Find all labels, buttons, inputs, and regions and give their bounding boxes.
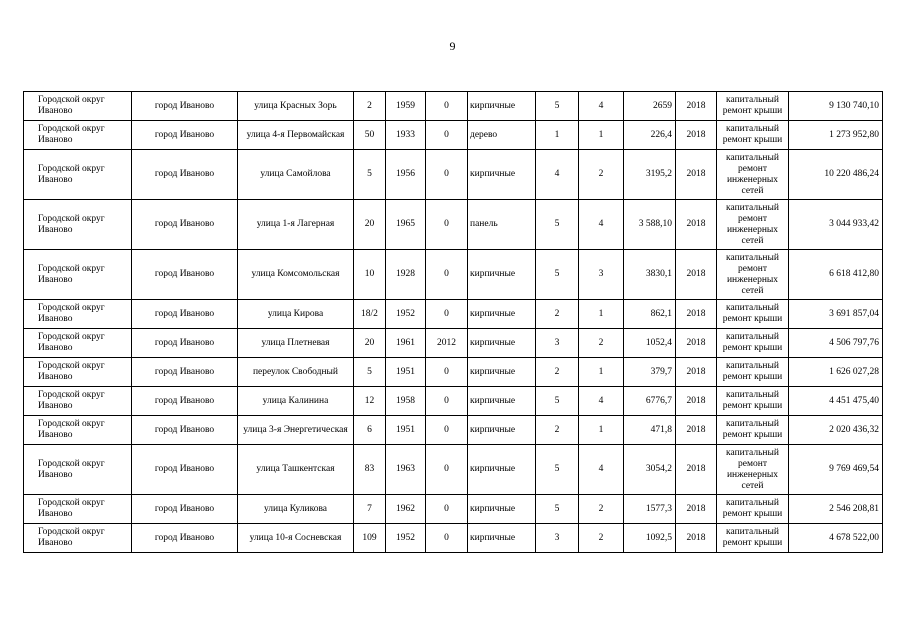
cell-work-type: капитальный ремонт инженерных сетей (717, 200, 789, 250)
cell-cost: 9 769 469,54 (789, 445, 883, 495)
cell-wall-material: кирпичные (468, 495, 536, 524)
cell-year-repair: 0 (426, 250, 468, 300)
table-body (24, 92, 883, 553)
cell-work-type: капитальный ремонт крыши (717, 358, 789, 387)
cell-district: Городской округ Иваново (24, 300, 132, 329)
table-row (24, 416, 883, 445)
cell-area: 2659 (624, 92, 676, 121)
page-number: 9 (449, 39, 456, 53)
cell-cost: 4 451 475,40 (789, 387, 883, 416)
cell-plan-year: 2018 (676, 250, 717, 300)
cell-entrances: 4 (579, 387, 624, 416)
cell-city: город Иваново (132, 387, 238, 416)
cell-year-repair: 0 (426, 121, 468, 150)
cell-plan-year: 2018 (676, 329, 717, 358)
cell-district: Городской округ Иваново (24, 329, 132, 358)
cell-wall-material: дерево (468, 121, 536, 150)
cell-year-built: 1959 (386, 92, 426, 121)
cell-house-number: 10 (354, 250, 386, 300)
cell-year-built: 1956 (386, 150, 426, 200)
cell-district: Городской округ Иваново (24, 495, 132, 524)
cell-area: 862,1 (624, 300, 676, 329)
cell-district: Городской округ Иваново (24, 200, 132, 250)
cell-work-type: капитальный ремонт крыши (717, 92, 789, 121)
cell-city: город Иваново (132, 150, 238, 200)
cell-year-built: 1965 (386, 200, 426, 250)
cell-year-built: 1928 (386, 250, 426, 300)
cell-work-type: капитальный ремонт крыши (717, 416, 789, 445)
cell-wall-material: кирпичные (468, 445, 536, 495)
cell-entrances: 1 (579, 300, 624, 329)
cell-floors: 5 (536, 445, 579, 495)
cell-year-repair: 0 (426, 200, 468, 250)
cell-area: 3830,1 (624, 250, 676, 300)
cell-year-repair: 0 (426, 300, 468, 329)
cell-work-type: капитальный ремонт крыши (717, 300, 789, 329)
cell-district: Городской округ Иваново (24, 150, 132, 200)
cell-year-built: 1958 (386, 387, 426, 416)
cell-area: 226,4 (624, 121, 676, 150)
cell-street: улица 10-я Сосневская (238, 524, 354, 553)
cell-work-type: капитальный ремонт крыши (717, 495, 789, 524)
cell-year-built: 1963 (386, 445, 426, 495)
cell-entrances: 2 (579, 150, 624, 200)
cell-district: Городской округ Иваново (24, 358, 132, 387)
cell-street: улица Ташкентская (238, 445, 354, 495)
cell-year-built: 1951 (386, 416, 426, 445)
cell-area: 3195,2 (624, 150, 676, 200)
cell-area: 1052,4 (624, 329, 676, 358)
cell-city: город Иваново (132, 300, 238, 329)
table-row (24, 300, 883, 329)
cell-house-number: 20 (354, 329, 386, 358)
cell-house-number: 6 (354, 416, 386, 445)
cell-area: 3 588,10 (624, 200, 676, 250)
cell-floors: 1 (536, 121, 579, 150)
cell-year-repair: 0 (426, 150, 468, 200)
cell-street: улица Калинина (238, 387, 354, 416)
cell-street: переулок Свободный (238, 358, 354, 387)
cell-plan-year: 2018 (676, 358, 717, 387)
cell-floors: 2 (536, 416, 579, 445)
cell-area: 1577,3 (624, 495, 676, 524)
cell-area: 471,8 (624, 416, 676, 445)
cell-work-type: капитальный ремонт инженерных сетей (717, 150, 789, 200)
cell-house-number: 7 (354, 495, 386, 524)
table-row (24, 92, 883, 121)
cell-house-number: 109 (354, 524, 386, 553)
cell-house-number: 83 (354, 445, 386, 495)
cell-year-repair: 0 (426, 92, 468, 121)
cell-wall-material: кирпичные (468, 524, 536, 553)
cell-wall-material: кирпичные (468, 329, 536, 358)
cell-wall-material: кирпичные (468, 416, 536, 445)
cell-house-number: 2 (354, 92, 386, 121)
cell-floors: 5 (536, 92, 579, 121)
cell-area: 3054,2 (624, 445, 676, 495)
cell-cost: 4 506 797,76 (789, 329, 883, 358)
cell-year-built: 1933 (386, 121, 426, 150)
table-row (24, 358, 883, 387)
table-row (24, 250, 883, 300)
table-row (24, 445, 883, 495)
cell-floors: 5 (536, 250, 579, 300)
cell-entrances: 1 (579, 358, 624, 387)
cell-plan-year: 2018 (676, 445, 717, 495)
cell-city: город Иваново (132, 358, 238, 387)
cell-cost: 9 130 740,10 (789, 92, 883, 121)
cell-street: улица 3-я Энергетическая (238, 416, 354, 445)
cell-year-built: 1962 (386, 495, 426, 524)
cell-district: Городской округ Иваново (24, 387, 132, 416)
cell-wall-material: кирпичные (468, 358, 536, 387)
cell-year-repair: 0 (426, 495, 468, 524)
cell-year-repair: 0 (426, 358, 468, 387)
cell-city: город Иваново (132, 92, 238, 121)
cell-year-repair: 0 (426, 445, 468, 495)
cell-street: улица Самойлова (238, 150, 354, 200)
cell-plan-year: 2018 (676, 92, 717, 121)
cell-house-number: 20 (354, 200, 386, 250)
cell-year-repair: 2012 (426, 329, 468, 358)
cell-entrances: 2 (579, 495, 624, 524)
cell-wall-material: кирпичные (468, 387, 536, 416)
cell-floors: 3 (536, 524, 579, 553)
housing-repair-table (23, 91, 883, 553)
cell-floors: 4 (536, 150, 579, 200)
cell-cost: 10 220 486,24 (789, 150, 883, 200)
table-row (24, 200, 883, 250)
cell-entrances: 2 (579, 524, 624, 553)
table-row (24, 150, 883, 200)
cell-year-built: 1952 (386, 300, 426, 329)
cell-wall-material: кирпичные (468, 150, 536, 200)
cell-plan-year: 2018 (676, 524, 717, 553)
cell-house-number: 5 (354, 358, 386, 387)
cell-area: 379,7 (624, 358, 676, 387)
table-row (24, 329, 883, 358)
table-row (24, 121, 883, 150)
cell-entrances: 2 (579, 329, 624, 358)
cell-cost: 6 618 412,80 (789, 250, 883, 300)
cell-floors: 5 (536, 495, 579, 524)
cell-street: улица 4-я Первомайская (238, 121, 354, 150)
table-row (24, 495, 883, 524)
cell-year-repair: 0 (426, 524, 468, 553)
cell-entrances: 3 (579, 250, 624, 300)
cell-wall-material: кирпичные (468, 300, 536, 329)
cell-plan-year: 2018 (676, 416, 717, 445)
cell-floors: 2 (536, 300, 579, 329)
cell-work-type: капитальный ремонт крыши (717, 524, 789, 553)
cell-work-type: капитальный ремонт инженерных сетей (717, 445, 789, 495)
cell-plan-year: 2018 (676, 300, 717, 329)
cell-district: Городской округ Иваново (24, 524, 132, 553)
cell-city: город Иваново (132, 250, 238, 300)
cell-city: город Иваново (132, 329, 238, 358)
cell-year-built: 1952 (386, 524, 426, 553)
cell-cost: 3 044 933,42 (789, 200, 883, 250)
cell-plan-year: 2018 (676, 121, 717, 150)
cell-entrances: 1 (579, 416, 624, 445)
cell-house-number: 5 (354, 150, 386, 200)
cell-floors: 5 (536, 387, 579, 416)
cell-area: 6776,7 (624, 387, 676, 416)
cell-plan-year: 2018 (676, 150, 717, 200)
cell-work-type: капитальный ремонт крыши (717, 329, 789, 358)
cell-street: улица Плетневая (238, 329, 354, 358)
cell-city: город Иваново (132, 416, 238, 445)
cell-street: улица Кирова (238, 300, 354, 329)
cell-work-type: капитальный ремонт крыши (717, 121, 789, 150)
cell-plan-year: 2018 (676, 387, 717, 416)
cell-house-number: 12 (354, 387, 386, 416)
cell-cost: 4 678 522,00 (789, 524, 883, 553)
cell-wall-material: кирпичные (468, 92, 536, 121)
cell-floors: 2 (536, 358, 579, 387)
cell-district: Городской округ Иваново (24, 92, 132, 121)
cell-entrances: 4 (579, 92, 624, 121)
cell-city: город Иваново (132, 524, 238, 553)
cell-house-number: 18/2 (354, 300, 386, 329)
cell-floors: 3 (536, 329, 579, 358)
cell-city: город Иваново (132, 445, 238, 495)
cell-wall-material: кирпичные (468, 250, 536, 300)
cell-district: Городской округ Иваново (24, 416, 132, 445)
cell-plan-year: 2018 (676, 495, 717, 524)
cell-entrances: 1 (579, 121, 624, 150)
cell-city: город Иваново (132, 200, 238, 250)
cell-cost: 1 273 952,80 (789, 121, 883, 150)
cell-year-repair: 0 (426, 387, 468, 416)
cell-entrances: 4 (579, 200, 624, 250)
cell-house-number: 50 (354, 121, 386, 150)
cell-district: Городской округ Иваново (24, 445, 132, 495)
cell-city: город Иваново (132, 495, 238, 524)
cell-year-built: 1951 (386, 358, 426, 387)
cell-street: улица 1-я Лагерная (238, 200, 354, 250)
cell-cost: 2 020 436,32 (789, 416, 883, 445)
cell-city: город Иваново (132, 121, 238, 150)
cell-work-type: капитальный ремонт крыши (717, 387, 789, 416)
cell-cost: 3 691 857,04 (789, 300, 883, 329)
cell-district: Городской округ Иваново (24, 121, 132, 150)
cell-street: улица Куликова (238, 495, 354, 524)
cell-plan-year: 2018 (676, 200, 717, 250)
cell-cost: 2 546 208,81 (789, 495, 883, 524)
cell-year-built: 1961 (386, 329, 426, 358)
cell-district: Городской округ Иваново (24, 250, 132, 300)
cell-area: 1092,5 (624, 524, 676, 553)
cell-year-repair: 0 (426, 416, 468, 445)
cell-street: улица Красных Зорь (238, 92, 354, 121)
cell-wall-material: панель (468, 200, 536, 250)
cell-cost: 1 626 027,28 (789, 358, 883, 387)
table-row (24, 387, 883, 416)
table-row (24, 524, 883, 553)
cell-work-type: капитальный ремонт инженерных сетей (717, 250, 789, 300)
cell-floors: 5 (536, 200, 579, 250)
cell-entrances: 4 (579, 445, 624, 495)
cell-street: улица Комсомольская (238, 250, 354, 300)
